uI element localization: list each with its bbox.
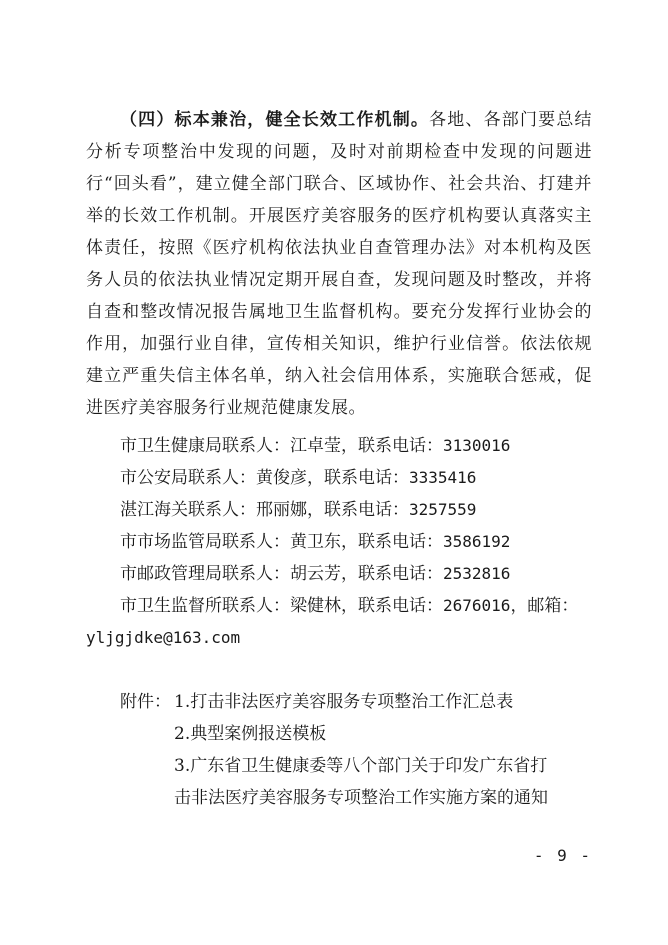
contact-line [86, 462, 592, 494]
attachment-item: 1.打击非法医疗美容服务专项整治工作汇总表 [174, 692, 514, 712]
contact-phone: 2532816 [443, 564, 511, 583]
email-label: ，邮箱： [510, 596, 579, 616]
attachment-row [120, 686, 600, 718]
contact-list [86, 430, 592, 654]
contact-email-line [86, 622, 592, 654]
contact-phone: 3335416 [409, 468, 477, 487]
section-heading: （四）标本兼治，健全长效工作机制。 [120, 110, 430, 130]
contact-text: 市卫生监督所联系人：梁健林，联系电话： [120, 596, 443, 616]
contact-email: yljgjdke@163.com [86, 628, 241, 647]
contact-phone: 3257559 [409, 500, 477, 519]
attachments-block [120, 686, 600, 814]
page-number: - 9 - [533, 846, 592, 865]
contact-text: 市卫生健康局联系人：江卓莹，联系电话： [120, 436, 443, 456]
contact-phone: 3130016 [443, 436, 511, 455]
contact-line-last [86, 590, 592, 622]
contact-phone: 2676016 [443, 596, 511, 615]
attachment-item: 3.广东省卫生健康委等八个部门关于印发广东省打 [174, 756, 548, 776]
contact-text: 市邮政管理局联系人：胡云芳，联系电话： [120, 564, 443, 584]
contact-line [86, 430, 592, 462]
contact-line [86, 494, 592, 526]
section-body: 各地、各部门要总结分析专项整治中发现的问题，及时对前期检查中发现的问题进行“回头看”，建立健全部门联合、区域协作、社会共治、打建并举的长效工作机制。开展医疗美容服务的医疗机构要认真落实主体责任，按照《医疗机构依法执业自查管理办法》对本机构及医务人员的依法执业情况定期开展自查，发现问题及时整改，并将自查和整改情况报告属地卫生监督机构。要充分发挥行业协会的作用，加强行业自律，宣传相关知识，维护行业信誉。依法依规建立严重失信主体名单，纳入社会信用体系，实施联合惩戒，促进医疗美容服务行业规范健康发展。 [86, 110, 593, 418]
contact-text: 市公安局联系人：黄俊彦，联系电话： [120, 468, 409, 488]
attachment-item: 2.典型案例报送模板 [174, 724, 327, 744]
contact-text: 市市场监管局联系人：黄卫东，联系电话： [120, 532, 443, 552]
contact-line [86, 526, 592, 558]
section-paragraph [86, 104, 592, 424]
attachments-label: 附件： [120, 692, 171, 712]
attachment-item-continuation: 击非法医疗美容服务专项整治工作实施方案的通知 [174, 788, 548, 808]
contact-line [86, 558, 592, 590]
contact-phone: 3586192 [443, 532, 511, 551]
contact-text: 湛江海关联系人：邢丽娜，联系电话： [120, 500, 409, 520]
